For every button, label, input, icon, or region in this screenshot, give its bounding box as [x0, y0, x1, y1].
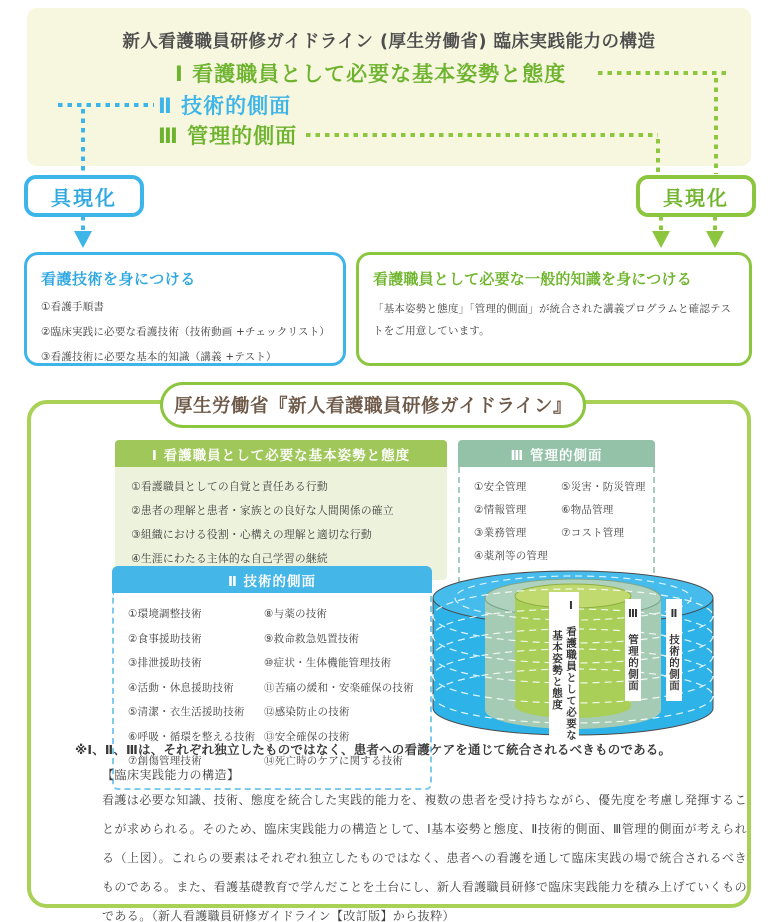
- arrow-down-green-icon-1: [652, 231, 670, 248]
- section-basic-attitude-body: [115, 467, 447, 580]
- list-item: ⑤災害・防災管理: [561, 481, 646, 493]
- arrow-stem-green-2: [713, 216, 717, 230]
- section-technical-body: [112, 593, 432, 790]
- arrow-down-green-icon-2: [706, 231, 724, 248]
- list-item: ⑤清潔・衣生活援助技術: [128, 706, 245, 718]
- page-title: 新人看護職員研修ガイドライン (厚生労働省) 臨床実践能力の構造: [122, 32, 656, 52]
- list-item: ②患者の理解と患者・家族との良好な人間関係の確立: [131, 504, 394, 517]
- integration-note: ※Ⅰ、Ⅱ、Ⅲは、それぞれ独立したものではなく、患者への看護ケアを通じて統合されるべきものである。: [75, 742, 672, 757]
- knowledge-box-title: 看護職員として必要な一般的知識を身につける: [373, 270, 692, 288]
- connector-green-mid-horizontal: [306, 133, 658, 137]
- list-item: ③業務管理: [474, 527, 527, 539]
- heading-management: Ⅲ 管理的側面: [158, 124, 298, 148]
- description-heading: 【臨床実践能力の構造】: [102, 768, 240, 782]
- cylinder-label-inner: Ⅰ 看護職員として必要な基本姿勢と態度: [549, 592, 579, 748]
- heading-technical: Ⅱ 技術的側面: [158, 94, 292, 118]
- skill-box-item: ①看護手順書: [41, 301, 105, 313]
- description-paragraph: 看護は必要な知識、技術、態度を統合した実践的能力を、複数の患者を受け持ちながら、優先度を考慮し発揮することが求められる。そのため、臨床実践能力の構造として、Ⅰ基本姿勢と態度、Ⅱ技術的側面、Ⅲ管理的側面が考えられる（上図）。これらの要素はそれぞれ独立したものではなく、患者への看護を通して臨床実践の場で統合されるべきものである。また、看護基礎教育で学んだことを土台にし、新人看護職員研修で臨床実践能力を積み上げていくものである。（新人看護職員研修ガイドライン【改訂版】から抜粋）: [102, 793, 747, 922]
- skill-box-item: ②臨床実践に必要な看護技術（技術動画 +チェックリスト）: [41, 326, 331, 338]
- connector-green-inner-vertical: [656, 139, 660, 174]
- arrow-stem-blue: [81, 216, 85, 230]
- list-item: ④薬剤等の管理: [474, 550, 548, 562]
- list-item: ⑬安全確保の技術: [264, 730, 350, 743]
- arrow-stem-green-1: [659, 216, 663, 230]
- skill-box: [24, 252, 346, 366]
- knowledge-box-body: 「基本姿勢と態度」「管理的側面」が統合された講義プログラムと確認テストをご用意しています。: [373, 303, 732, 337]
- connector-blue-horizontal: [58, 103, 154, 107]
- list-item: ⑥呼吸・循環を整える技術: [128, 730, 256, 743]
- list-item: ⑪苦痛の緩和・安楽確保の技術: [264, 681, 414, 694]
- list-item: ④生涯にわたる主体的な自己学習の継続: [131, 552, 328, 565]
- list-item: ④活動・休息援助技術: [128, 681, 234, 694]
- list-item: ②情報管理: [474, 504, 527, 516]
- list-item: ①安全管理: [474, 481, 527, 493]
- skill-box-title: 看護技術を身につける: [41, 270, 196, 288]
- list-item: ⑥物品管理: [561, 504, 614, 516]
- arrow-down-blue-icon: [74, 231, 92, 248]
- list-item: ③組織における役割・心構えの理解と適切な行動: [131, 528, 372, 541]
- connector-green-right-vertical: [714, 78, 718, 174]
- section-basic-attitude: [115, 440, 447, 580]
- list-item: ⑧与薬の技術: [264, 608, 328, 620]
- list-item: ①環境調整技術: [128, 608, 202, 620]
- list-item: ⑫感染防止の技術: [264, 706, 350, 718]
- list-item: ②食事援助技術: [128, 632, 202, 645]
- list-item: ⑦創傷管理技術: [128, 755, 202, 767]
- cylinder-label-outer: Ⅱ 技術的側面: [666, 599, 682, 701]
- list-item: ③排泄援助技術: [128, 657, 202, 669]
- list-item: ⑩症状・生体機能管理技術: [264, 657, 392, 669]
- list-item: ⑭死亡時のケアに関する技術: [264, 755, 404, 767]
- section-basic-attitude-header: Ⅰ 看護職員として必要な基本姿勢と態度: [115, 440, 447, 467]
- header-banner: [27, 8, 751, 166]
- skill-box-item: ③看護技術に必要な基本的知識（講義 +テスト）: [41, 351, 277, 363]
- connector-green-top-horizontal: [598, 71, 730, 75]
- gugenka-badge-right: 具現化: [636, 175, 756, 217]
- guideline-panel-title: 厚生労働省『新人看護職員研修ガイドライン』: [160, 382, 586, 428]
- cylinder-label-middle: Ⅲ 管理的側面: [625, 599, 641, 701]
- list-item: ⑨救命救急処置技術: [264, 632, 360, 645]
- heading-basic-attitude: Ⅰ 看護職員として必要な基本姿勢と態度: [175, 62, 567, 86]
- gugenka-badge-left: 具現化: [24, 175, 144, 217]
- section-management-header: Ⅲ 管理的側面: [458, 440, 655, 467]
- list-item: ①看護職員としての自覚と責任ある行動: [131, 480, 328, 493]
- knowledge-box: [356, 252, 752, 366]
- section-technical-header: Ⅱ 技術的側面: [112, 566, 432, 593]
- list-item: ⑦コスト管理: [561, 527, 625, 539]
- connector-blue-vertical: [81, 109, 85, 174]
